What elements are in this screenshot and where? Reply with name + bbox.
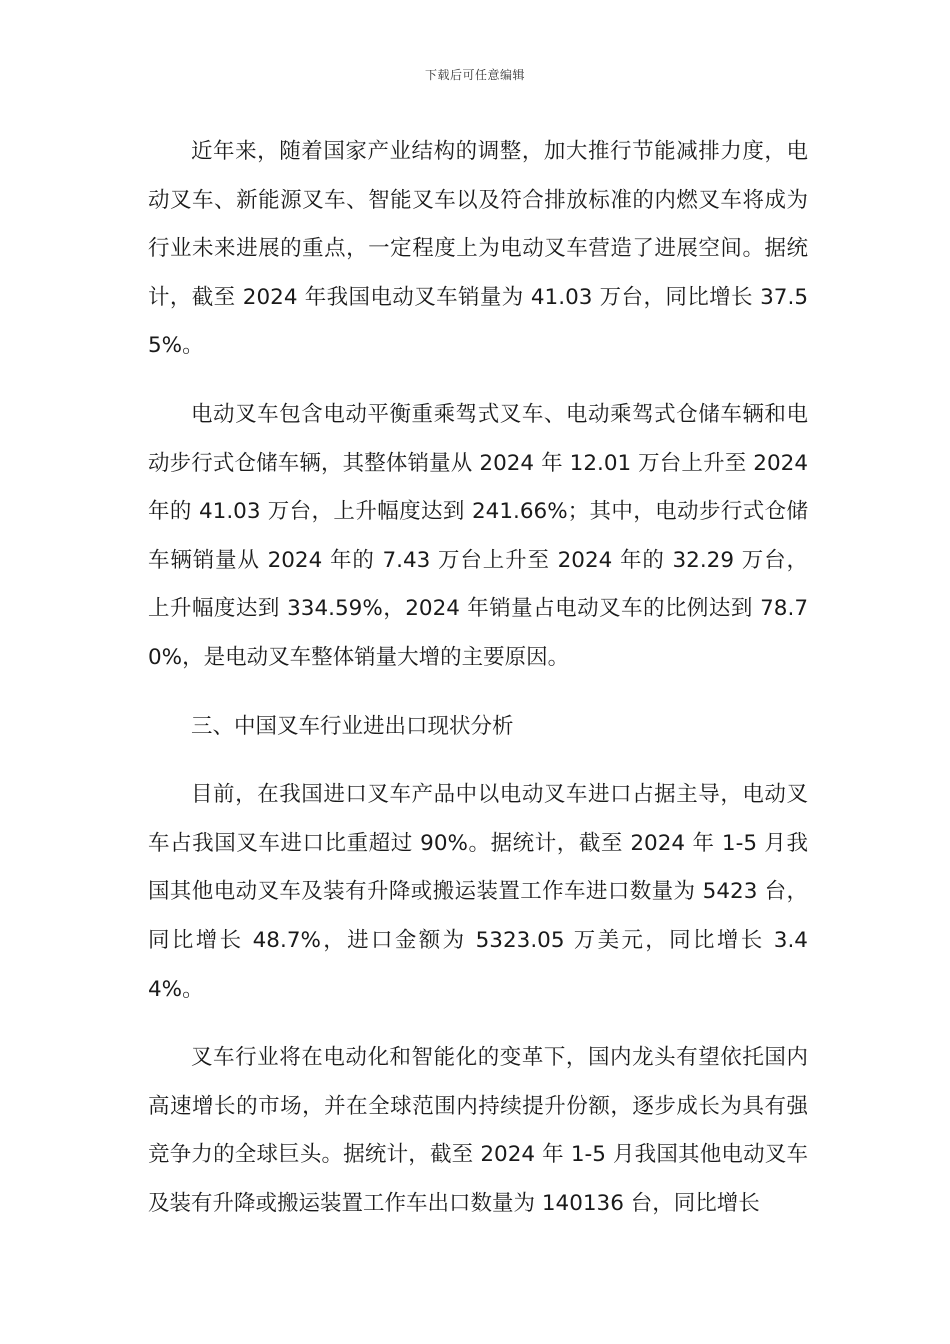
- paragraph-electric-forklift-sales: 电动叉车包含电动平衡重乘驾式叉车、电动乘驾式仓储车辆和电动步行式仓储车辆，其整体销量从 2024 年 12.01 万台上升至 2024 年的 41.03 万台，上升幅度达到 241.66%；其中，电动步行式仓储车辆销量从 2024 年的 7.43 万台上升至 2024 年的 32.29 万台，上升幅度达到 334.59%，2024 年销量占电动叉车的比例达到 78.70%，是电动叉车整体销量大增的主要原因。: [148, 401, 808, 670]
- paragraph-import-status: 目前，在我国进口叉车产品中以电动叉车进口占据主导，电动叉车占我国叉车进口比重超过 90%。据统计，截至 2024 年 1-5 月我国其他电动叉车及装有升降或搬运装置工作车进口数量为 5423 台，同比增长 48.7%，进口金额为 5323.05 万美元，同比增长 3.44%。: [148, 782, 808, 1002]
- header-note: 下载后可任意编辑: [424, 68, 525, 82]
- document-body: [148, 128, 808, 1248]
- section-heading-import-export: 三、中国叉车行业进出口现状分析: [191, 713, 514, 739]
- paragraph-electric-forklift-outlook: 近年来，随着国家产业结构的调整，加大推行节能减排力度，电动叉车、新能源叉车、智能叉车以及符合排放标准的内燃叉车将成为行业未来进展的重点，一定程度上为电动叉车营造了进展空间。据统计，截至 2024 年我国电动叉车销量为 41.03 万台，同比增长 37.55%。: [148, 139, 808, 359]
- paragraph-export-status: 叉车行业将在电动化和智能化的变革下，国内龙头有望依托国内高速增长的市场，并在全球范围内持续提升份额，逐步成长为具有强竞争力的全球巨头。据统计，截至 2024 年 1-5 月我国其他电动叉车及装有升降或搬运装置工作车出口数量为 140136 台，同比增长: [148, 1045, 808, 1216]
